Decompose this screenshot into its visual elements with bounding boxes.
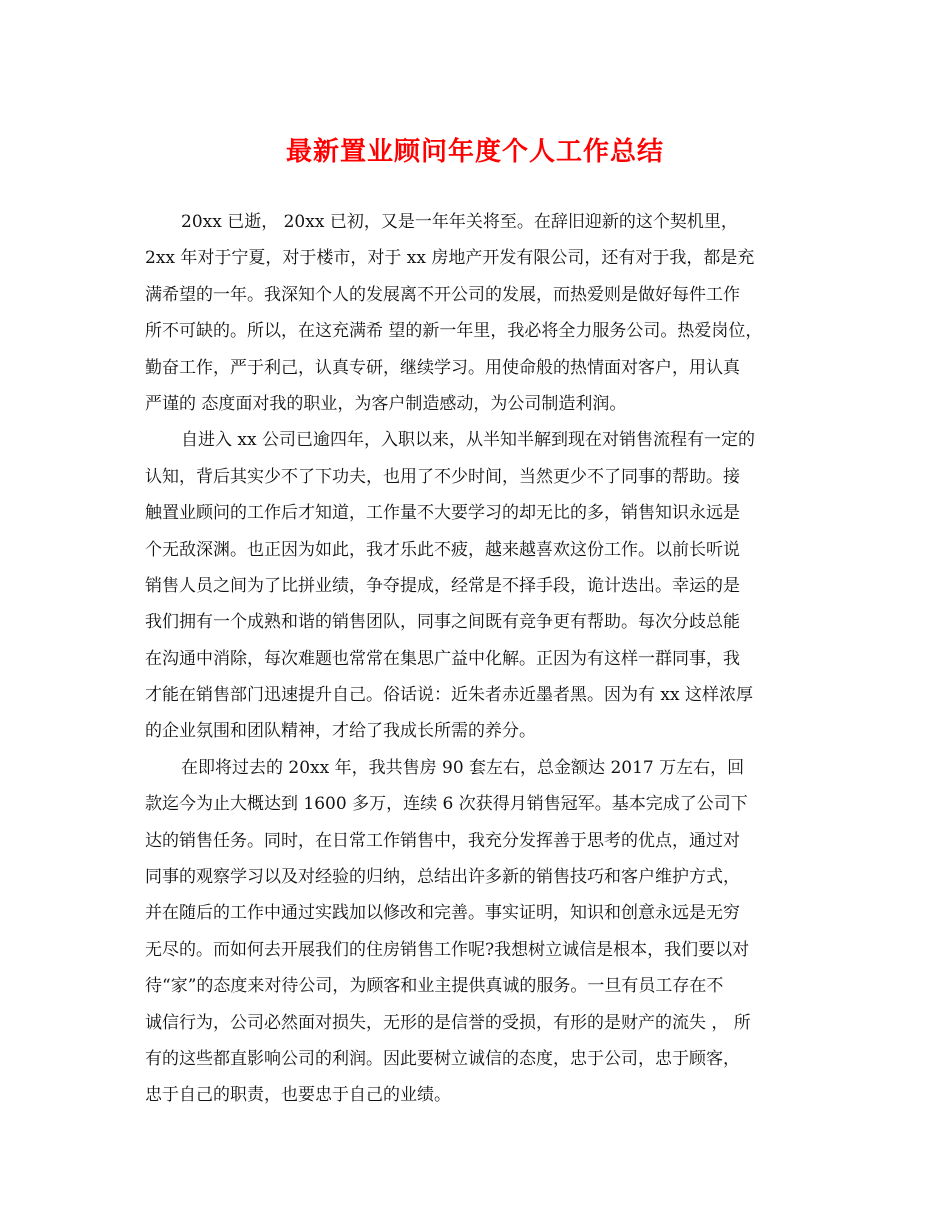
paragraph-line: 在沟通中消除，每次难题也常常在集思广益中化解。正因为有这样一群同事，我 — [145, 648, 740, 669]
paragraph-line: 我们拥有一个成熟和谐的销售团队，同事之间既有竞争更有帮助。每次分歧总能 — [145, 612, 740, 633]
paragraph-line: 同事的观察学习以及对经验的归纳，总结出许多新的销售技巧和客户维护方式， — [145, 867, 740, 888]
paragraph-line: 款迄今为止大概达到 1600 多万，连续 6 次获得月销售冠军。基本完成了公司下 — [145, 794, 748, 815]
paragraph-line: 所不可缺的。所以，在这充满希 望的新一年里，我必将全力服务公司。热爱岗位， — [145, 321, 763, 342]
paragraph-line: 待“家”的态度来对待公司，为顾客和业主提供真诚的服务。一旦有员工存在不 — [145, 976, 724, 997]
paragraph-line: 并在随后的工作中通过实践加以修改和完善。事实证明，知识和创意永远是无穷 — [145, 903, 740, 924]
paragraph-1 — [145, 204, 810, 422]
paragraph-line: 自进入 xx 公司已逾四年，入职以来，从半知半解到现在对销售流程有一定的 — [181, 430, 755, 451]
paragraph-line: 在即将过去的 20xx 年，我共售房 90 套左右，总金额达 2017 万左右，回 — [181, 757, 745, 778]
paragraph-line: 满希望的一年。我深知个人的发展离不开公司的发展，而热爱则是做好每件工作 — [145, 284, 740, 305]
paragraph-line: 才能在销售部门迅速提升自己。俗话说：近朱者赤近墨者黑。因为有 xx 这样浓厚 — [145, 685, 753, 706]
document-body — [145, 204, 810, 1114]
paragraph-line: 有的这些都直影响公司的利润。因此要树立诚信的态度，忠于公司，忠于顾客， — [145, 1048, 740, 1069]
paragraph-line: 忠于自己的职责，也要忠于自己的业绩。 — [145, 1085, 451, 1106]
paragraph-3 — [145, 750, 810, 1114]
paragraph-line: 严谨的 态度面对我的职业，为客户制造感动，为公司制造利润。 — [145, 393, 627, 414]
paragraph-line: 20xx 已逝， 20xx 已初，又是一年年关将至。在辞旧迎新的这个契机里， — [181, 212, 738, 232]
paragraph-line: 达的销售任务。同时，在日常工作销售中，我充分发挥善于思考的优点，通过对 — [145, 830, 740, 851]
paragraph-line: 诚信行为，公司必然面对损失，无形的是信誉的受损，有形的是财产的流失 ， 所 — [145, 1012, 751, 1033]
paragraph-line: 2xx 年对于宁夏，对于楼市，对于 xx 房地产开发有限公司，还有对于我，都是充 — [145, 248, 755, 269]
paragraph-line: 认知，背后其实少不了下功夫，也用了不少时间，当然更少不了同事的帮助。接 — [145, 466, 740, 487]
paragraph-line: 无尽的。而如何去开展我们的住房销售工作呢?我想树立诚信是根本，我们要以对 — [145, 939, 750, 960]
paragraph-2 — [145, 422, 810, 750]
paragraph-line: 的企业氛围和团队精神，才给了我成长所需的养分。 — [145, 721, 536, 742]
paragraph-line: 勤奋工作，严于利己，认真专研，继续学习。用使命般的热情面对客户，用认真 — [145, 357, 740, 378]
document-title: 最新置业顾问年度个人工作总结 — [285, 137, 664, 167]
paragraph-line: 个无敌深渊。也正因为如此，我才乐此不疲，越来越喜欢这份工作。以前长听说 — [145, 539, 740, 560]
paragraph-line: 触置业顾问的工作后才知道，工作量不大要学习的却无比的多，销售知识永远是 — [145, 503, 740, 524]
paragraph-line: 销售人员之间为了比拼业绩，争夺提成，经常是不择手段，诡计迭出。幸运的是 — [145, 575, 740, 596]
